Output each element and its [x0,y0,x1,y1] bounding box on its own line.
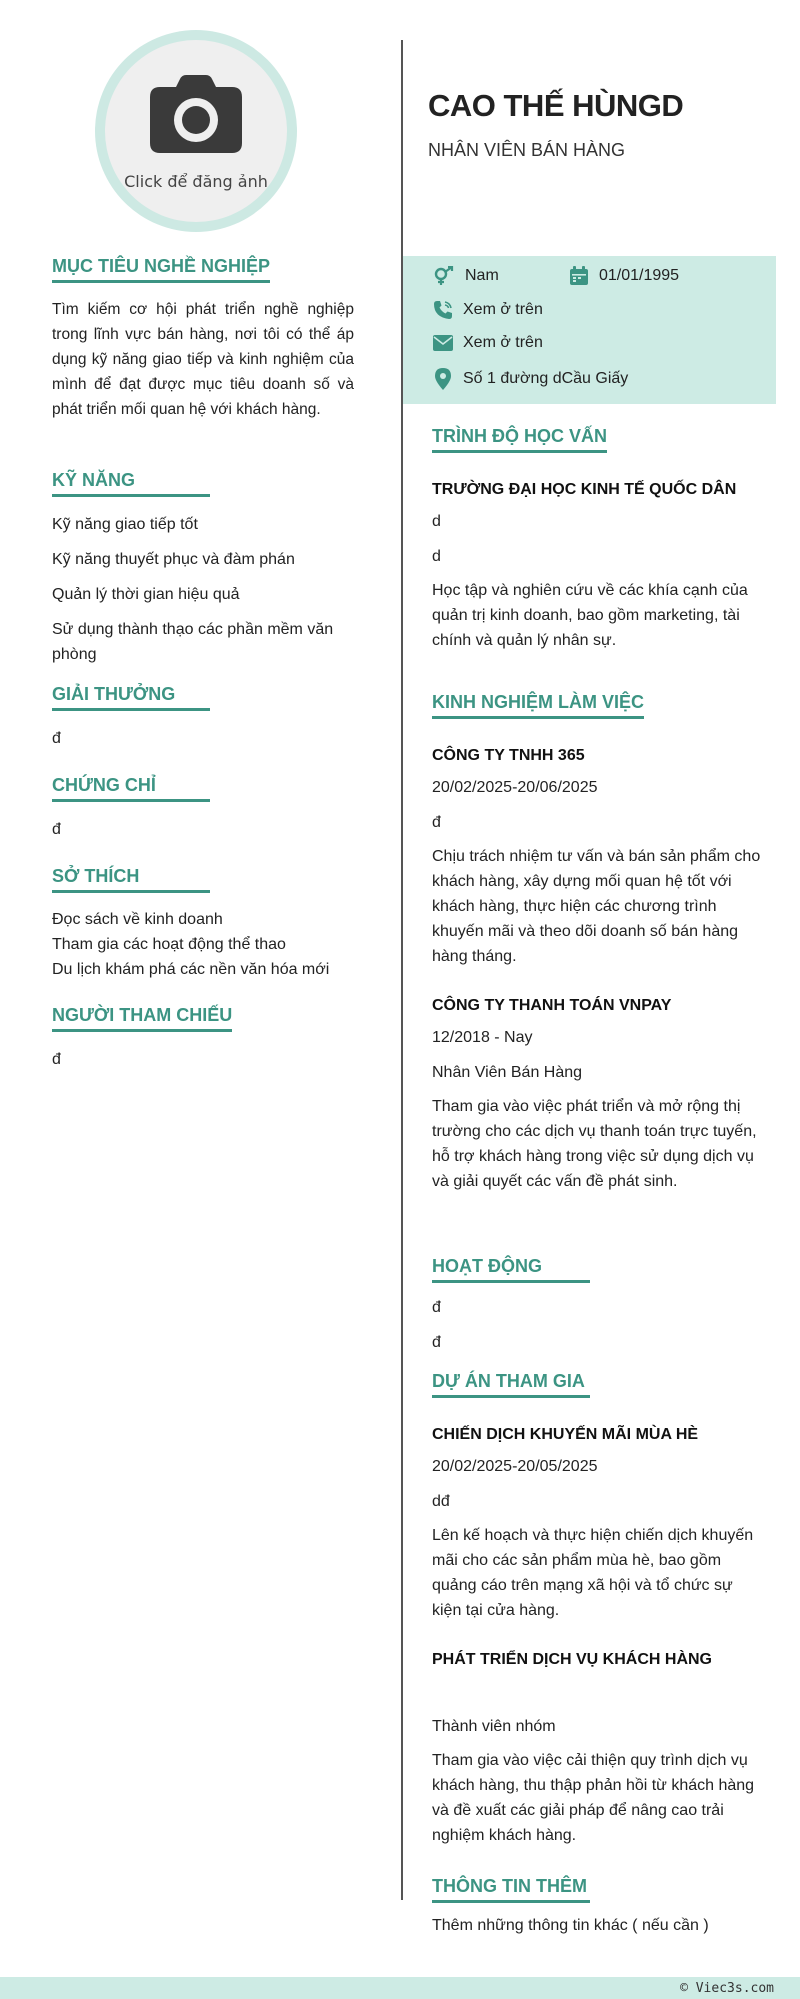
job-desc: Tham gia vào việc phát triển và mở rộng thị trường cho các dịch vụ thanh toán trực tuyến, hỗ trợ khách hàng trong việc sử dụng dịch vụ và giải quyết các vấn đề phát sinh. [432,1098,757,1190]
email-row [433,334,543,352]
skill-item: Kỹ năng thuyết phục và đàm phán [52,551,295,568]
project-role: Thành viên nhóm [432,1718,556,1735]
camera-icon [150,75,242,153]
skill-item: Quản lý thời gian hiệu quả [52,586,240,603]
phone-icon [433,300,453,320]
references-section [52,1005,354,1072]
hobby-item: Du lịch khám phá các nền văn hóa mới [52,961,330,978]
job-role: Nhân Viên Bán Hàng [432,1064,583,1081]
awards-section [52,684,354,751]
project-period: 20/02/2025-20/05/2025 [432,1458,598,1475]
project-name: CHIẾN DỊCH KHUYẾN MÃI MÙA HÈ [432,1426,699,1443]
projects-title: DỰ ÁN THAM GIA [432,1371,590,1398]
phone-value: Xem ở trên [463,301,543,318]
awards-text: đ [52,730,61,747]
dob-value: 01/01/1995 [599,267,680,284]
project-desc: Tham gia vào việc cải thiện quy trình dịch vụ khách hàng, thu thập phản hồi từ khách hàng và đề xuất các giải pháp để nâng cao trải nghiệm khách hàng. [432,1752,755,1844]
certificates-text: đ [52,821,61,838]
footer-copyright: © Viec3s.com [680,1981,774,1996]
dob-row [569,266,679,286]
education-section [432,426,762,653]
job-company: CÔNG TY THANH TOÁN VNPAY [432,997,672,1014]
address-value: Số 1 đường dCầu Giấy [463,370,629,387]
hobby-item: Đọc sách về kinh doanh [52,911,223,928]
references-text: đ [52,1051,61,1068]
calendar-icon [569,266,589,286]
education-line: d [432,548,441,565]
avatar-upload[interactable] [105,40,287,222]
job-company: CÔNG TY TNHH 365 [432,747,585,764]
extra-section [432,1876,762,1938]
avatar-caption: Click để đăng ảnh [124,172,268,191]
job-role: đ [432,814,441,831]
experience-section [432,692,762,1194]
project-role: dđ [432,1493,450,1510]
candidate-position: NHÂN VIÊN BÁN HÀNG [428,140,626,160]
job-period: 12/2018 - Nay [432,1029,533,1046]
avatar-ring [95,30,297,232]
project-desc: Lên kế hoạch và thực hiện chiến dịch khuyến mãi cho các sản phẩm mùa hè, bao gồm quảng cáo trên mạng xã hội và tổ chức sự kiện tại cửa hàng. [432,1527,754,1619]
hobby-item: Tham gia các hoạt động thể thao [52,936,286,953]
activities-line: đ [432,1334,441,1351]
education-school: TRƯỜNG ĐẠI HỌC KINH TẾ QUỐC DÂN [432,481,737,498]
certificates-title: CHỨNG CHỈ [52,775,210,802]
candidate-name: CAO THẾ HÙNGD [428,88,684,123]
gender-row [433,266,499,286]
activities-section [432,1256,762,1355]
extra-title: THÔNG TIN THÊM [432,1876,590,1903]
objective-text: Tìm kiếm cơ hội phát triển nghề nghiệp trong lĩnh vực bán hàng, nơi tôi có thể áp dụng kỹ năng giao tiếp và kinh nghiệm của mình để đạt được mục tiêu doanh số và phát triển mối quan hệ với khách hàng. [52,301,354,418]
job-period: 20/02/2025-20/06/2025 [432,779,598,796]
awards-title: GIẢI THƯỞNG [52,684,210,711]
gender-value: Nam [465,267,499,284]
education-title: TRÌNH ĐỘ HỌC VẤN [432,426,607,453]
education-desc: Học tập và nghiên cứu về các khía cạnh của quản trị kinh doanh, bao gồm marketing, tài chính và quản lý nhân sự. [432,582,748,649]
skills-title: KỸ NĂNG [52,470,210,497]
references-title: NGƯỜI THAM CHIẾU [52,1005,232,1032]
email-value: Xem ở trên [463,334,543,351]
extra-text: Thêm những thông tin khác ( nếu cần ) [432,1917,709,1934]
education-line: d [432,513,441,530]
activities-title: HOẠT ĐỘNG [432,1256,590,1283]
projects-section [432,1371,762,1848]
job-desc: Chịu trách nhiệm tư vấn và bán sản phẩm cho khách hàng, xây dựng mối quan hệ tốt với khách hàng, thực hiện các chương trình khuyến mãi và theo dõi doanh số bán hàng hàng tháng. [432,848,761,965]
experience-title: KINH NGHIỆM LÀM VIỆC [432,692,644,719]
email-icon [433,335,453,351]
footer-bar [0,1977,800,1999]
phone-row [433,300,543,320]
location-pin-icon [433,368,453,390]
project-name: PHÁT TRIỂN DỊCH VỤ KHÁCH HÀNG [432,1651,712,1668]
certificates-section [52,775,354,842]
hobbies-title: SỞ THÍCH [52,866,210,893]
objective-section [52,256,354,422]
objective-title: MỤC TIÊU NGHỀ NGHIỆP [52,256,270,283]
project-period [432,1679,762,1704]
address-row [433,368,628,390]
activities-line: đ [432,1299,441,1316]
gender-icon [433,266,455,286]
hobbies-section [52,866,354,982]
skill-item: Kỹ năng giao tiếp tốt [52,516,198,533]
skill-item: Sử dụng thành thạo các phần mềm văn phòng [52,621,334,663]
contact-panel [403,256,776,404]
skills-section [52,470,354,667]
